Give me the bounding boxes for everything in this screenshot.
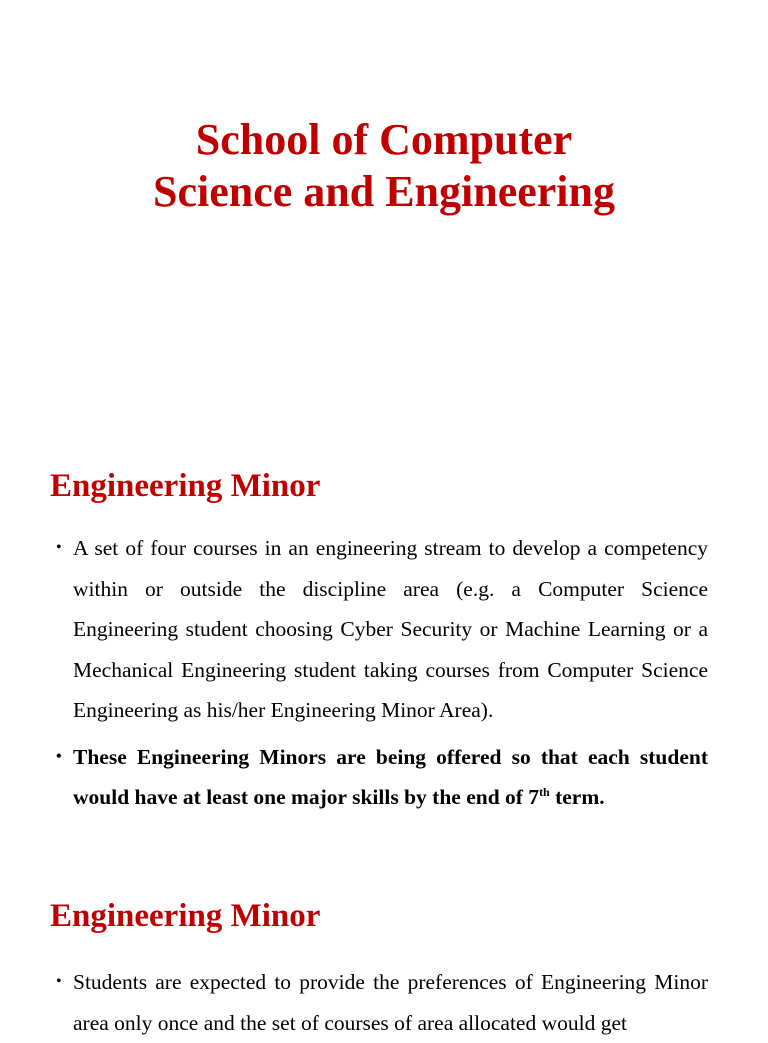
bullet-icon: •	[56, 539, 62, 556]
bullet-text: A set of four courses in an engineering stream to develop a competency within or outside the discipline area (e.g. a Computer Science Engineering student choosing Cyber Security or Machine Learning or a Mechanical Engineering student taking courses from Computer Science Engineering as his/her Engineering Minor Area).	[73, 536, 708, 722]
bullet-item	[0, 528, 768, 731]
bullet-text	[73, 745, 708, 810]
bullet-item	[0, 962, 768, 1043]
bullet-list	[0, 528, 768, 818]
bullet-text-end: term.	[549, 785, 605, 809]
section-heading: Engineering Minor	[50, 898, 321, 934]
ordinal-suffix: th	[539, 784, 550, 799]
page-title-line-2: Science and Engineering	[152, 167, 616, 216]
bullet-icon: •	[56, 973, 62, 990]
bullet-list	[0, 962, 768, 1043]
page-title	[0, 114, 768, 218]
section-heading: Engineering Minor	[50, 468, 321, 504]
page-title-line-1: School of Computer	[195, 115, 573, 164]
bullet-text-main: These Engineering Minors are being offered so that each student would have at least one major skills by the end of 7	[73, 744, 708, 809]
bullet-icon: •	[56, 747, 62, 765]
bullet-text: Students are expected to provide the preferences of Engineering Minor area only once and the set of courses of area allocated would get	[73, 970, 708, 1035]
bullet-item	[0, 737, 768, 818]
